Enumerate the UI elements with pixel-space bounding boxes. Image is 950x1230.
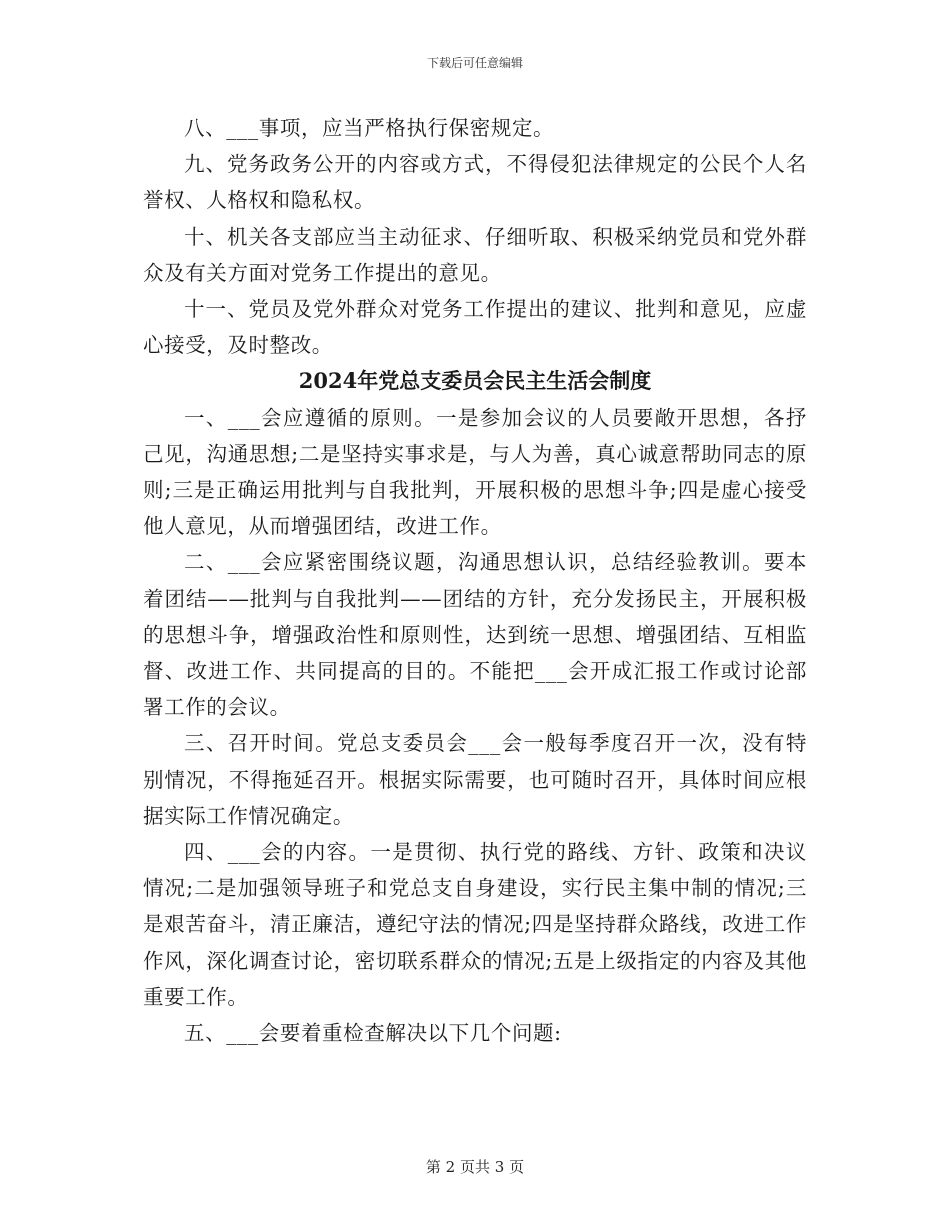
paragraph-topics: 二、___会应紧密围绕议题，沟通思想认识，总结经验教训。要本着团结——批判与自我批判——团结的方针，充分发扬民主，开展积极的思想斗争，增强政治性和原则性，达到统一思想、增强团结、互相监督、改进工作、共同提高的目的。不能把___会开成汇报工作或讨论部署工作的会议。 bbox=[143, 550, 807, 720]
document-body bbox=[143, 110, 807, 1051]
paragraph-9: 九、党务政务公开的内容或方式，不得侵犯法律规定的公民个人名誉权、人格权和隐私权。 bbox=[143, 152, 807, 213]
paragraph-issues: 五、___会要着重检查解决以下几个问题: bbox=[184, 1021, 562, 1046]
page-header: 下载后可任意编辑 bbox=[426, 56, 523, 70]
paragraph-schedule: 三、召开时间。党总支委员会___会一般每季度召开一次，没有特别情况，不得拖延召开。根据实际需要，也可随时召开，具体时间应根据实际工作情况确定。 bbox=[143, 731, 807, 828]
paragraph-11: 十一、党员及党外群众对党务工作提出的建议、批判和意见，应虚心接受，及时整改。 bbox=[143, 297, 807, 358]
section-title: 2024年党总支委员会民主生活会制度 bbox=[298, 368, 652, 394]
paragraph-10: 十、机关各支部应当主动征求、仔细听取、积极采纳党员和党外群众及有关方面对党务工作提出的意见。 bbox=[143, 224, 807, 285]
page-number: 第 2 页共 3 页 bbox=[425, 1158, 525, 1176]
paragraph-8: 八、___事项，应当严格执行保密规定。 bbox=[184, 116, 555, 140]
paragraph-principles: 一、___会应遵循的原则。一是参加会议的人员要敞开思想，各抒己见，沟通思想;二是坚持实事求是，与人为善，真心诚意帮助同志的原则;三是正确运用批判与自我批判，开展积极的思想斗争;四是虚心接受他人意见，从而增强团结，改进工作。 bbox=[143, 405, 807, 539]
paragraph-content: 四、___会的内容。一是贯彻、执行党的路线、方针、政策和决议情况;二是加强领导班子和党总支自身建设，实行民主集中制的情况;三是艰苦奋斗，清正廉洁，遵纪守法的情况;四是坚持群众路线，改进工作作风，深化调查讨论，密切联系群众的情况;五是上级指定的内容及其他重要工作。 bbox=[143, 840, 807, 1009]
